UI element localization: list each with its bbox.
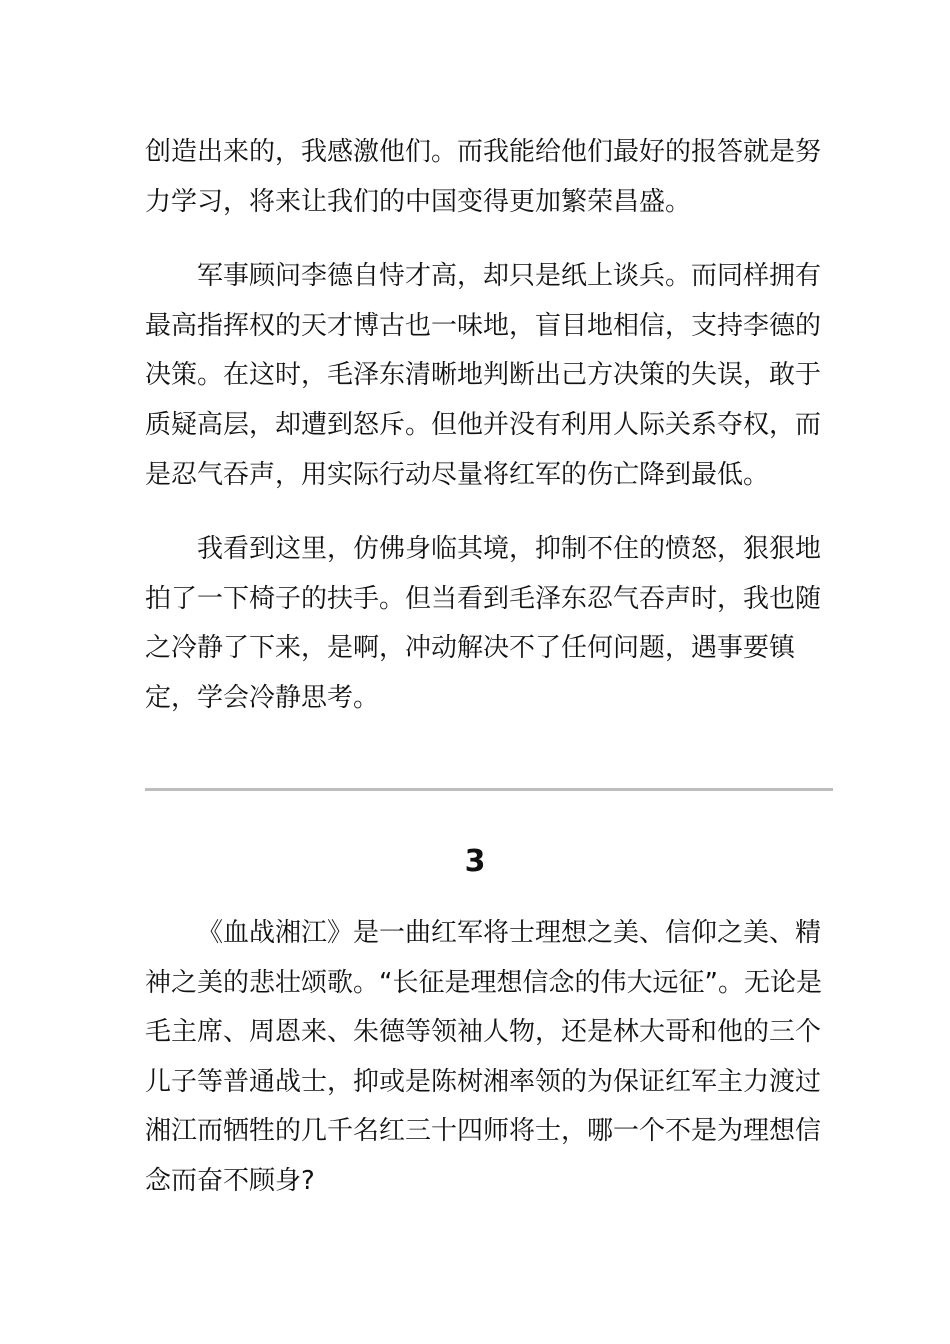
paragraph-gap: [145, 227, 835, 252]
document-body-top: [145, 128, 835, 724]
section-divider: [145, 788, 833, 791]
paragraph-gap: [145, 500, 835, 525]
document-body-bottom: [145, 909, 835, 1207]
paragraph-reflection: 我看到这里，仿佛身临其境，抑制不住的愤怒，狠狠地拍了一下椅子的扶手。但当看到毛泽东忍气吞声时，我也随之冷静了下来，是啊，冲动解决不了任何问题，遇事要镇定，学会冷静思考。: [145, 534, 822, 713]
paragraph-xiangjiang: 《血战湘江》是一曲红军将士理想之美、信仰之美、精神之美的悲壮颂歌。“长征是理想信念的伟大远征”。无论是毛主席、周恩来、朱德等领袖人物，还是林大哥和他的三个儿子等普通战士，抑或是陈树湘率领的为保证红军主力渡过湘江而牺牲的几千名红三十四师将士，哪一个不是为理想信念而奋不顾身?: [145, 918, 822, 1196]
section-number: 3: [464, 844, 486, 879]
paragraph-li-de: 军事顾问李德自恃才高，却只是纸上谈兵。而同样拥有最高指挥权的天才博古也一味地，盲目地相信，支持李德的决策。在这时，毛泽东清晰地判断出己方决策的失误，敢于质疑高层，却遭到怒斥。但他并没有利用人际关系夺权，而是忍气吞声，用实际行动尽量将红军的伤亡降到最低。: [145, 261, 822, 490]
paragraph-continuation: 创造出来的，我感激他们。而我能给他们最好的报答就是努力学习，将来让我们的中国变得更加繁荣昌盛。: [145, 137, 822, 217]
